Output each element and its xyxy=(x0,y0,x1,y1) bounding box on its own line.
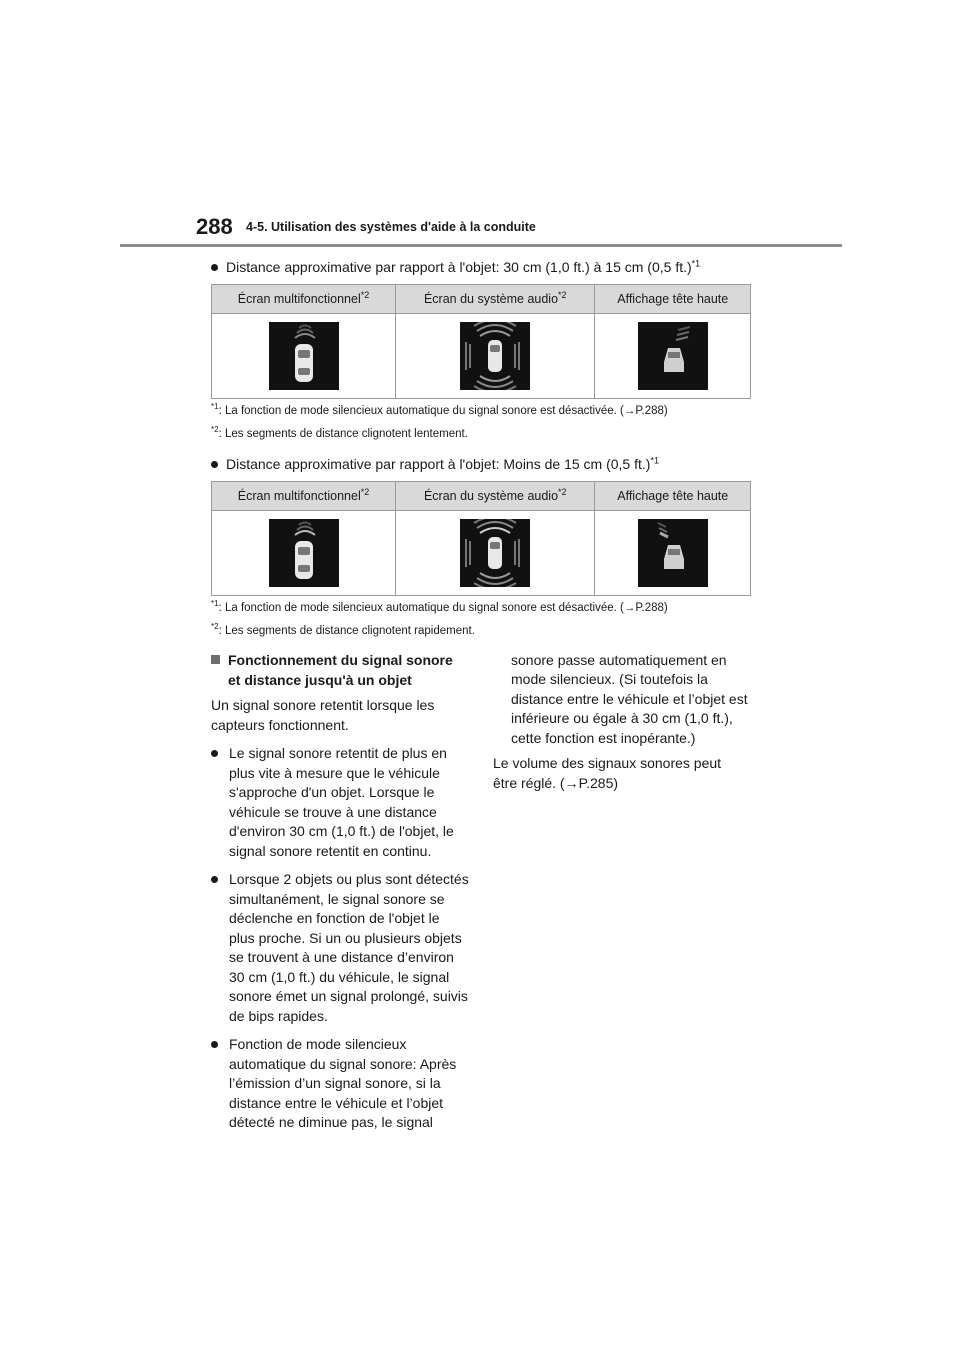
car-top-view-sensor-icon xyxy=(269,519,339,587)
header-rule xyxy=(120,244,842,247)
column-header-audio: Écran du système audio$^{*2}$ xyxy=(396,285,595,314)
sub-heading: Fonctionnement du signal sonore et distance jusqu'à un objet xyxy=(211,651,469,690)
list-item: Fonction de mode silencieux automatique du signal sonore: Après l’émission d’un signal sonore, si la distance entre le véhicule et l’objet détecté ne diminue pas, le signal xyxy=(211,1035,469,1130)
section1-note-2: $^{*2}$: Les segments de distance clignotent lentement. xyxy=(211,425,468,440)
bullet-dot xyxy=(211,264,218,271)
list-item: Le signal sonore retentit de plus en plus vite à mesure que le véhicule s'approche d'un objet. Lorsque le véhicule se trouve à une distance d'environ 30 cm (1,0 ft.) de l'objet, le signal sonore retentit en continu. xyxy=(211,744,469,861)
intro-text: Un signal sonore retentit lorsque les capteurs fonctionnent. xyxy=(211,697,435,733)
list-item-continued: sonore passe automatiquement en mode silencieux. (Si toutefois la distance entre le véhicule et l’objet est inférieure ou égale à 30 cm (1,0 ft.), cette fonction est inopérante.) xyxy=(511,651,748,746)
cell-multi xyxy=(212,511,396,596)
right-column xyxy=(493,651,749,793)
column-header-hud: Affichage tête haute xyxy=(595,482,751,511)
column-header-multi: Écran multifonctionnel$^{*2}$ xyxy=(212,482,396,511)
car-hud-sensor-icon xyxy=(638,519,708,587)
list-item: Lorsque 2 objets ou plus sont détectés simultanément, le signal sonore se déclenche en fonction de l'objet le plus proche. Si un ou plusieurs objets se trouvent à une distance d’environ 30 cm (1,0 ft.) du véhicule, le signal sonore émet un signal prolongé, suivis de bips rapides. xyxy=(211,870,469,1026)
cell-hud xyxy=(595,314,751,399)
section1-bullet: Distance approximative par rapport à l'objet: 30 cm (1,0 ft.) à 15 cm (0,5 ft.)$^{*1}$ xyxy=(211,258,700,276)
chapter-title: 4-5. Utilisation des systèmes d'aide à la conduite xyxy=(246,220,536,234)
car-hud-sensor-icon xyxy=(638,322,708,390)
section2-bullet: Distance approximative par rapport à l'objet: Moins de 15 cm (0,5 ft.)$^{*1}$ xyxy=(211,455,659,473)
left-column xyxy=(211,651,469,1130)
car-surround-sensor-icon xyxy=(460,322,530,390)
closing-text: Le volume des signaux sonores peut être réglé. (→P.285) xyxy=(493,755,722,791)
section2-note-1: $^{*1}$: La fonction de mode silencieux automatique du signal sonore est désactivée. (→P.288) xyxy=(211,599,668,614)
section1-note-1: $^{*1}$: La fonction de mode silencieux automatique du signal sonore est désactivée. (→P.288) xyxy=(211,402,668,417)
square-bullet-icon xyxy=(211,655,220,664)
bullet-dot xyxy=(211,461,218,468)
column-header-multi: Écran multifonctionnel$^{*2}$ xyxy=(212,285,396,314)
page-number: 288 xyxy=(196,214,233,239)
car-surround-sensor-icon xyxy=(460,519,530,587)
section2-display-table xyxy=(211,481,751,596)
cell-multi xyxy=(212,314,396,399)
cell-audio xyxy=(396,511,595,596)
column-header-hud: Affichage tête haute xyxy=(595,285,751,314)
section1-display-table xyxy=(211,284,751,399)
car-top-view-sensor-icon xyxy=(269,322,339,390)
section2-note-2: $^{*2}$: Les segments de distance clignotent rapidement. xyxy=(211,622,475,637)
cell-audio xyxy=(396,314,595,399)
cell-hud xyxy=(595,511,751,596)
column-header-audio: Écran du système audio$^{*2}$ xyxy=(396,482,595,511)
